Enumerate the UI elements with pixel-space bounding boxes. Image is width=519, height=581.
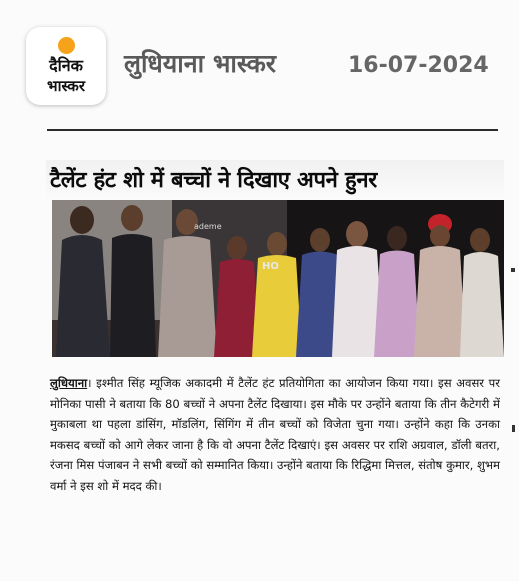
article-headline: टैलेंट हंट शो में बच्चों ने दिखाए अपने हुनर xyxy=(50,168,377,193)
sun-icon xyxy=(58,37,75,54)
edition-title: लुधियाना भास्कर xyxy=(124,49,277,78)
backdrop-text: ademe xyxy=(194,222,222,231)
article-body xyxy=(50,373,500,497)
publication-date: 16-07-2024 xyxy=(348,53,489,78)
article-dateline: लुधियाना xyxy=(50,376,88,390)
edge-mark xyxy=(511,268,515,272)
edge-mark-2 xyxy=(512,425,515,432)
article-photo xyxy=(52,200,504,357)
logo-text-line1: दैनिक xyxy=(49,56,83,75)
header-divider xyxy=(47,129,498,131)
logo-text-line2: भास्कर xyxy=(47,77,85,95)
article-body-text: । इश्मीत सिंह म्यूजिक अकादमी में टैलेंट हंट प्रतियोगिता का आयोजन किया गया। इस अवसर पर मोनिका पासी ने बताया कि 80 बच्चों ने अपना टैलेंट दिखाया। इस मौके पर उन्होंने बताया कि तीन कैटेगरी में मुकाबला था पहला डांसिंग, मॉडलिंग, सिंगिंग में तीन बच्चों को विजेता चुना गया। उन्होंने कहा कि उनका मकसद बच्चों को आगे लेकर जाना है कि वो अपना टैलेंट दिखाएं। इस अवसर पर राशि अग्रवाल, डॉली बतरा, रंजना मिस पंजाबन ने सभी बच्चों को सम्मानित किया। उन्होंने बताया कि रिद्धिमा मित्तल, संतोष कुमार, शुभम वर्मा ने इस शो में मदद की। xyxy=(50,376,500,493)
backdrop-text-2: HO xyxy=(262,261,279,272)
dainik-bhaskar-logo xyxy=(26,27,106,105)
group-photo-illustration xyxy=(52,200,504,357)
